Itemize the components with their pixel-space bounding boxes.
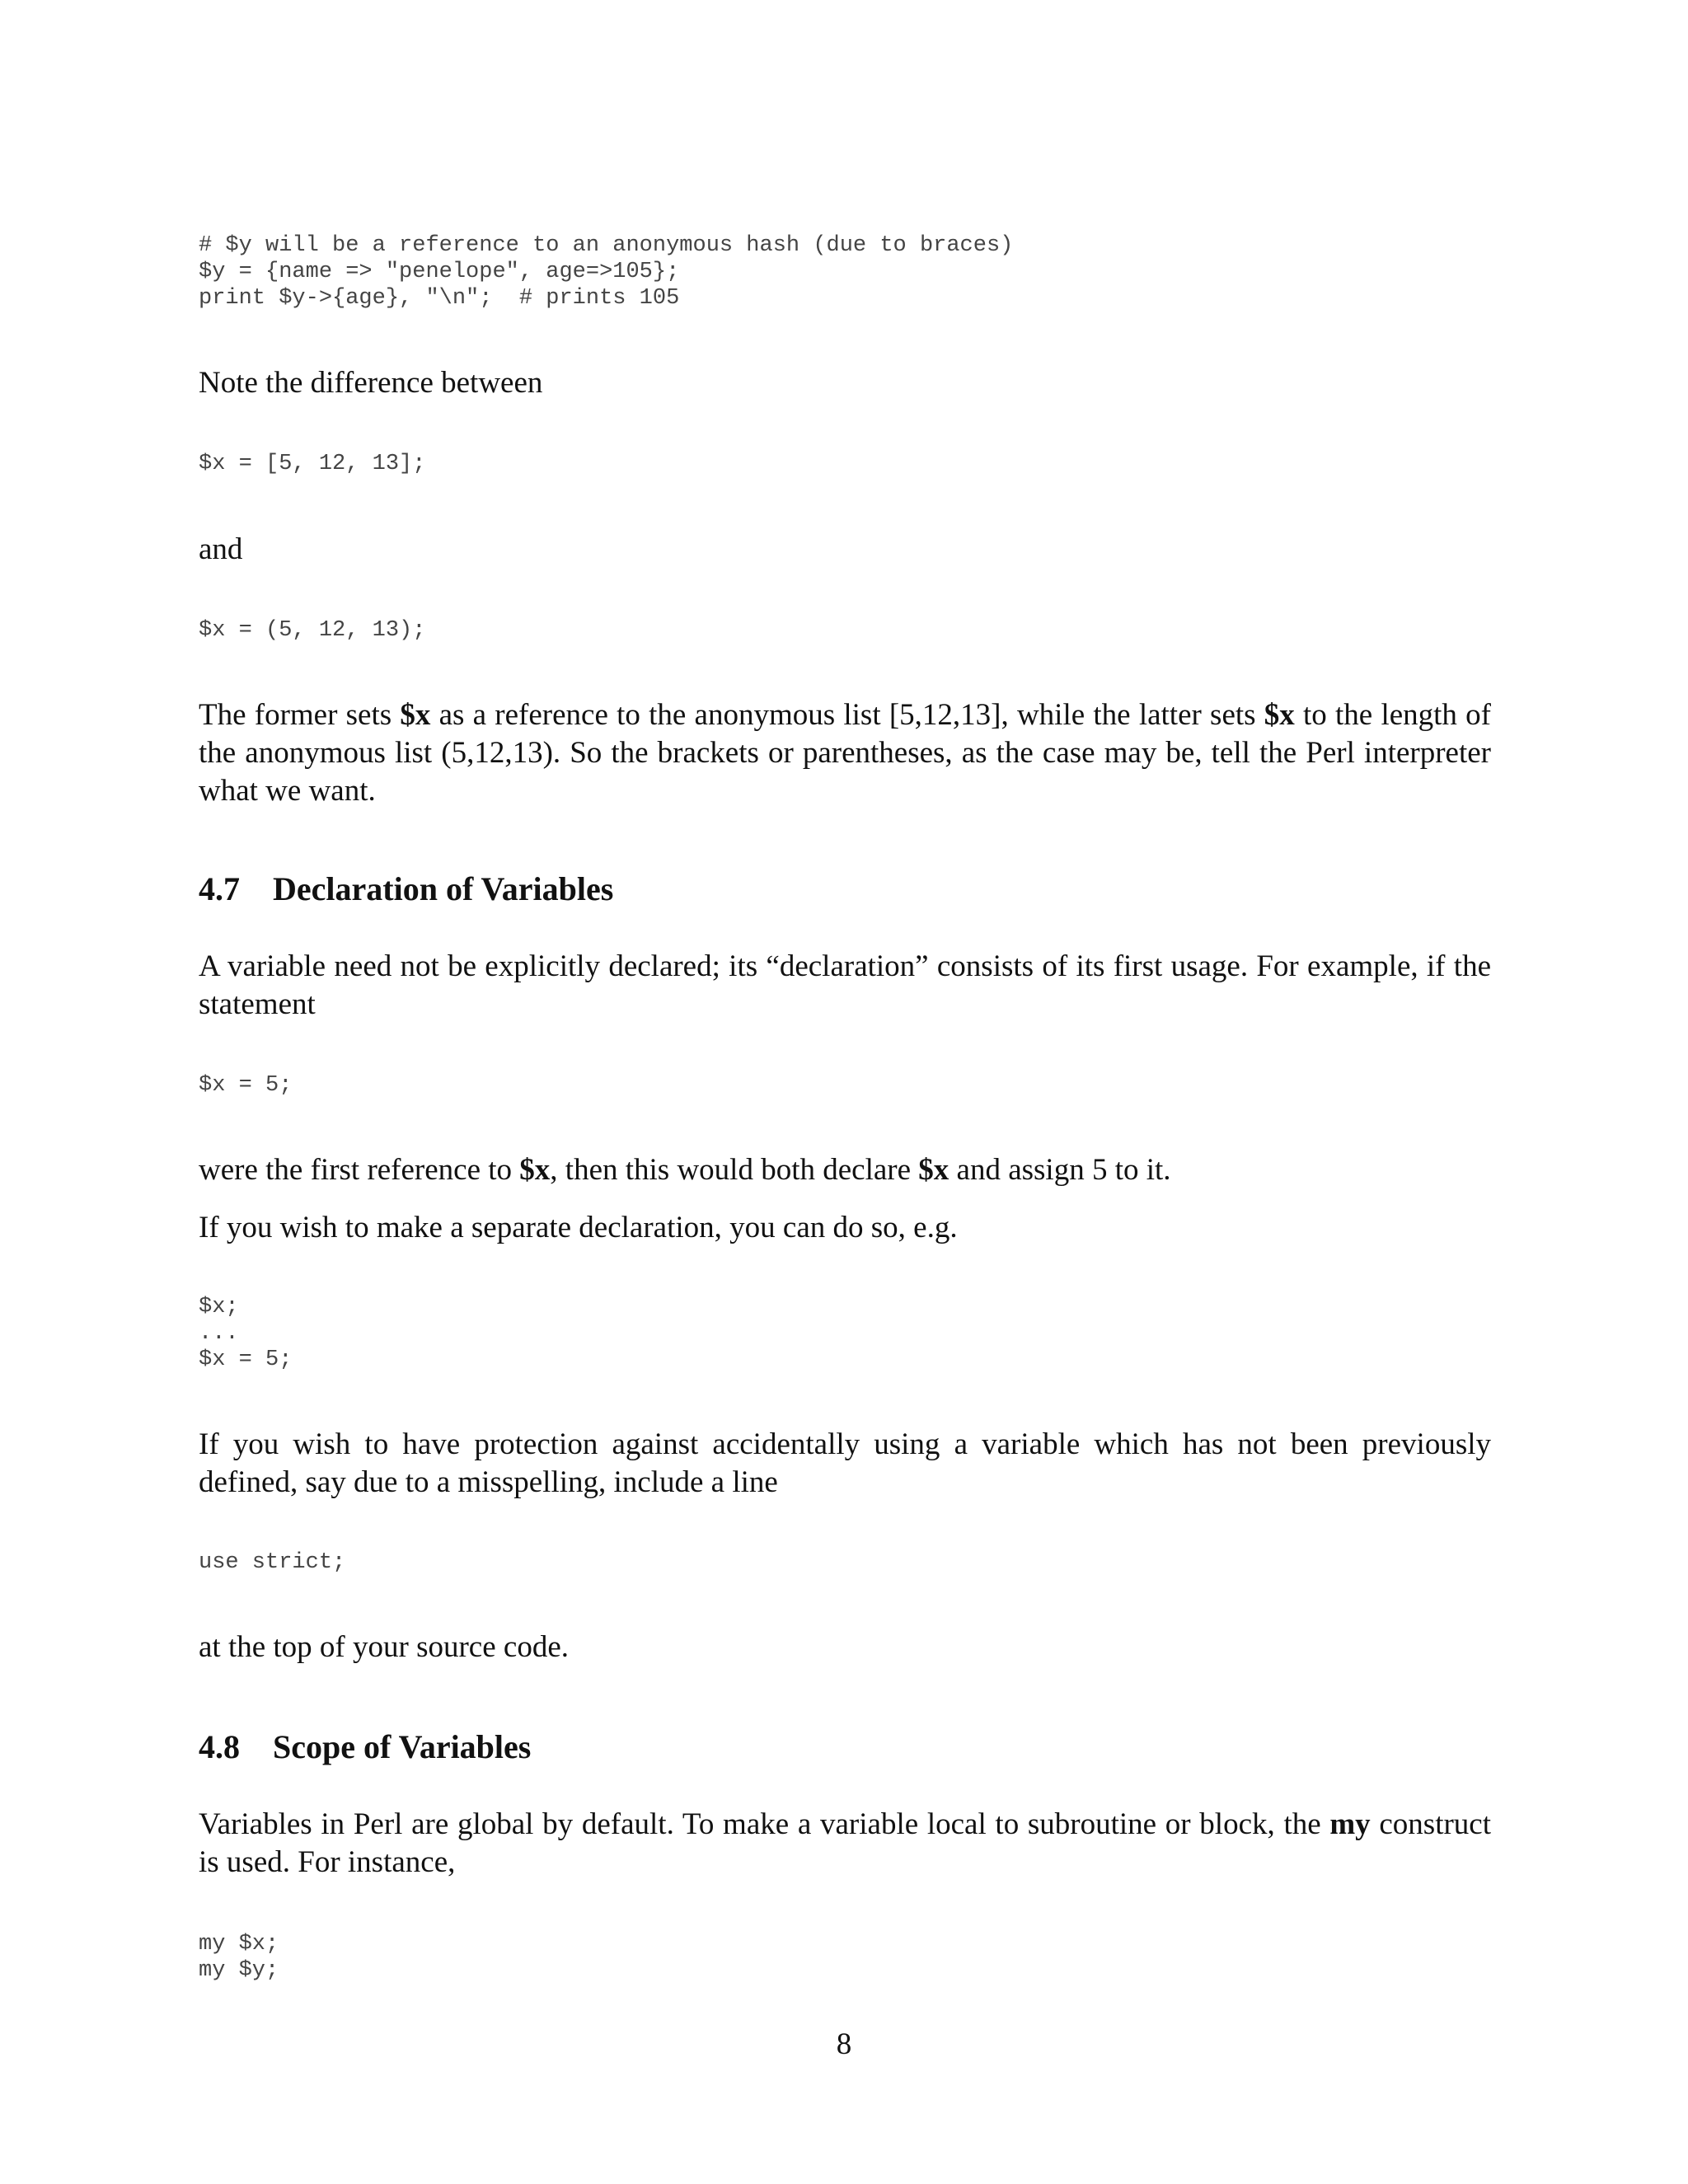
code-line: print $y->{age}, "\n"; # prints 105 [199, 286, 680, 311]
code-line: use strict; [199, 1550, 346, 1575]
code-block-strict [199, 1549, 345, 1576]
text-run: , then this would both declare [550, 1153, 919, 1187]
section-heading-4-8 [199, 1727, 531, 1767]
paragraph-former-latter [199, 696, 1491, 810]
code-block-my [199, 1931, 279, 1984]
code-line: $x = [5, 12, 13]; [199, 452, 426, 476]
section-title: Scope of Variables [273, 1728, 532, 1765]
paragraph-scope [199, 1806, 1491, 1882]
text-run: to the length of the anonymous list (5,12,13). So the brackets or parentheses, as the case may be, tell the Perl interpreter what we want. [199, 698, 1491, 808]
paragraph-and: and [199, 532, 243, 566]
text-run: construct is used. For instance, [199, 1807, 1492, 1879]
text-run: were the first reference to [199, 1153, 520, 1187]
text-run: as a reference to the anonymous list [5,12,13], while the latter sets [430, 698, 1264, 732]
code-line: my $y; [199, 1958, 279, 1983]
code-line: $y = {name => "penelope", age=>105}; [199, 260, 680, 284]
section-title: Declaration of Variables [273, 870, 614, 907]
code-block-separate [199, 1294, 292, 1373]
code-line: # $y will be a reference to an anonymous hash (due to braces) [199, 233, 1014, 258]
code-block-list-paren [199, 617, 425, 644]
code-term-x: $x [400, 698, 431, 732]
code-line: $x = (5, 12, 13); [199, 618, 426, 643]
paragraph-top-of-source: at the top of your source code. [199, 1630, 569, 1664]
code-block-list-ref [199, 451, 425, 477]
text-run: and assign 5 to it. [949, 1153, 1171, 1187]
code-term-x: $x [519, 1153, 551, 1187]
paragraph-note-difference: Note the difference between [199, 366, 543, 400]
paragraph-first-reference [199, 1151, 1491, 1189]
code-line: my $x; [199, 1932, 279, 1957]
code-block-hash [199, 232, 1013, 312]
code-line: $x = 5; [199, 1347, 293, 1372]
code-term-x: $x [1264, 698, 1295, 732]
section-heading-4-7 [199, 869, 613, 909]
text-run: The former sets [199, 698, 401, 732]
paragraph-declaration: A variable need not be explicitly declared; its “declaration” consists of its first usage. For example, if the statement [199, 949, 1491, 1021]
paragraph-separate-declaration: If you wish to make a separate declaration, you can do so, e.g. [199, 1211, 958, 1244]
page-number: 8 [836, 2027, 852, 2061]
code-term-my: my [1329, 1807, 1371, 1841]
code-block-assign [199, 1072, 292, 1099]
code-line: ... [199, 1321, 239, 1346]
text-run: Variables in Perl are global by default. To make a variable local to subroutine or block, the [199, 1807, 1330, 1841]
section-number: 4.8 [199, 1728, 240, 1765]
code-line: $x; [199, 1295, 239, 1319]
code-term-x: $x [918, 1153, 950, 1187]
code-line: $x = 5; [199, 1073, 293, 1098]
section-number: 4.7 [199, 870, 240, 907]
paragraph-protection: If you wish to have protection against accidentally using a variable which has not been previously defined, say due to a misspelling, include a line [199, 1427, 1491, 1499]
